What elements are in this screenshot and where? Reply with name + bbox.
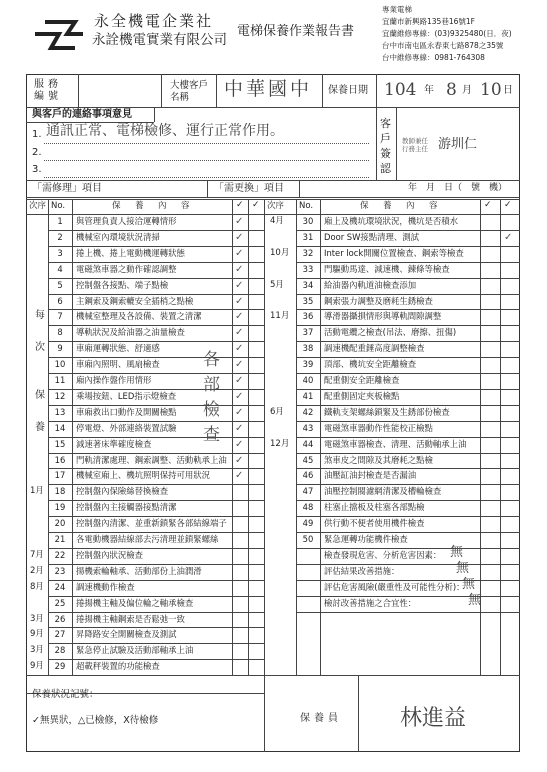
table-row-text: 配重側固定夾板檢點 <box>324 390 400 401</box>
table-row-number: 9 <box>57 343 63 354</box>
company-logo <box>31 14 87 52</box>
month-label: 10月 <box>270 247 290 258</box>
table-row-number: 18 <box>54 486 66 497</box>
table-row-number: 11 <box>54 375 66 385</box>
table-row-text: 柱塞止擋板及柱塞各部點檢 <box>324 502 425 513</box>
customer-label: 大樓客戶名稱 <box>170 80 209 103</box>
table-row-number: 31 <box>302 231 314 242</box>
staff-signature: 林進益 <box>400 706 467 731</box>
stamp-line-2: 行務主任 <box>402 145 428 153</box>
table-row-number: 46 <box>302 470 314 481</box>
table-row-number: 41 <box>302 390 314 401</box>
date-month-value: 8 <box>446 80 457 100</box>
check-mark: ✓ <box>235 406 244 418</box>
table-row-number: 22 <box>54 549 66 560</box>
table-row-text: 門驅動馬達、減速機、鍊條等檢查 <box>324 263 450 274</box>
table-row-number: 47 <box>302 486 314 497</box>
check-mark: ✓ <box>235 216 244 227</box>
table-row-text: 廂上及機坑環境狀況，機坑是否積水 <box>324 216 458 226</box>
month-label: 3月 <box>30 645 44 656</box>
table-row-text: 昇降路安全開關檢查及測試 <box>76 629 177 640</box>
table-row-text: 電磁煞車器動作性能校正檢點 <box>324 422 433 433</box>
table-row-number: 25 <box>54 597 66 608</box>
table-row-text: Door SW接點清理、測試 <box>324 231 420 242</box>
check-mark: ✓ <box>235 295 244 307</box>
month-label: 11月 <box>270 311 290 322</box>
check-mark: ✓ <box>235 279 244 291</box>
repair-items-label: 「需修理」項目 <box>32 183 102 194</box>
stamp-name: 游圳仁 <box>438 137 478 152</box>
check-mark: ✓ <box>235 390 244 402</box>
month-label: 3月 <box>30 613 44 624</box>
period-label: 養 <box>35 421 45 433</box>
table-row-number: 7 <box>57 311 63 322</box>
table-row-number: 50 <box>302 534 314 544</box>
table-row-text: 調速機動作檢查 <box>76 581 135 592</box>
stamp-line-1: 教師兼任 <box>402 137 428 145</box>
date-unit-line: 年 月 日（ 號 機） <box>408 183 508 193</box>
table-row-text: 超載秤裝置的功能檢查 <box>76 661 160 672</box>
check-mark: ✓ <box>235 438 244 450</box>
table-row-text: 捲揚機主軸及偏位輪之軸承檢查 <box>76 597 194 608</box>
risk-row-value: 無 <box>468 592 482 608</box>
table-row-text: 揚機索輪軸承、活動部份上油潤滑 <box>76 565 202 576</box>
phone-1: 宜蘭維修專線：(03)9325480(日．夜) <box>382 29 512 38</box>
period-label: 保 <box>35 389 45 401</box>
table-row-text: Inter lock開關位置檢查、鋼索等檢查 <box>324 247 464 258</box>
company-name-2: 永詮機電實業有限公司 <box>92 32 227 48</box>
table-row-text: 捲上機、捲上電動機運轉狀態 <box>76 247 185 258</box>
table-row-text: 控制盤內清潔、並重新鎖緊各部結線端子 <box>76 518 227 529</box>
table-row-number: 4 <box>57 263 63 274</box>
table-row-text: 控制盤內主接觸器接點清潔 <box>76 502 177 513</box>
risk-row-value: 無 <box>450 544 464 560</box>
check-mark: ✓ <box>235 343 244 355</box>
table-row-number: 26 <box>54 613 66 624</box>
table-row-text: 車廂運轉狀態、舒適感 <box>76 343 160 354</box>
note-3-label: 3. <box>32 164 42 175</box>
handwritten-vertical-note: 各部檢查 <box>199 350 219 450</box>
table-row-text: 頂部、機坑安全距離檢查 <box>324 359 417 370</box>
table-row-text: 機械室整理及各設備、裝置之清潔 <box>76 311 202 322</box>
table-row-text: 控制盤各接點、端子點檢 <box>76 279 169 290</box>
status-legend: ✓無異狀，△已檢修，X待檢修 <box>32 715 159 726</box>
table-row-number: 21 <box>54 534 66 544</box>
table-row-number: 14 <box>54 422 66 433</box>
table-row-text: 電磁煞車器檢查、清理、活動軸承上油 <box>324 438 467 449</box>
table-row-text: 主鋼索及鋼索轆安全插梢之點檢 <box>76 295 194 306</box>
table-row-text: 各電動機器結線部去污清理並鎖緊螺絲 <box>76 534 219 544</box>
date-label: 保養日期 <box>328 85 368 96</box>
table-row-text: 機械室廂上、機坑照明保持可用狀況 <box>76 470 210 481</box>
table-row-number: 33 <box>302 263 314 274</box>
header-seq-L: 次序 <box>29 201 47 211</box>
table-row-text: 油壓缸油封檢查是否漏油 <box>324 470 417 481</box>
table-row-number: 32 <box>302 247 314 258</box>
check-mark: ✓ <box>235 422 244 434</box>
table-row-text: 控制盤內狀況檢查 <box>76 549 143 560</box>
table-row-text: 煞車皮之間隙及其磨耗之點檢 <box>324 454 433 465</box>
check-mark: ✓ <box>504 231 513 243</box>
report-title: 電梯保養作業報告書 <box>237 24 355 39</box>
table-row-text: 電磁煞車器之動作確認調整 <box>76 263 177 274</box>
table-row-text: 緊急運轉功能機件檢查 <box>324 534 408 544</box>
table-row-number: 5 <box>57 279 63 290</box>
table-row-number: 27 <box>54 629 66 640</box>
month-label: 8月 <box>30 581 44 592</box>
table-row-text: 調速機配重錘高度調整檢查 <box>324 343 425 354</box>
table-row-number: 35 <box>302 295 314 306</box>
table-row-number: 37 <box>302 327 314 338</box>
dept-label: 專業電梯 <box>382 5 412 14</box>
table-row-text: 導軌狀況及給油器之油量檢查 <box>76 327 185 338</box>
month-label: 6月 <box>270 406 284 417</box>
check-mark: ✓ <box>235 311 244 323</box>
table-row-text: 機械室內環境狀況清掃 <box>76 231 160 242</box>
header-content-R: 保 養 內 容 <box>360 201 441 211</box>
company-name-1: 永全機電企業社 <box>94 12 214 30</box>
table-row-text: 鐵軌支架螺絲鎖緊及生銹部份檢查 <box>324 406 450 417</box>
table-row-number: 23 <box>54 565 66 576</box>
risk-row-text: 評估危害風險(嚴重性及可能性分析)： <box>324 581 465 592</box>
header-no-R: No. <box>299 201 314 211</box>
address-2: 台中市南屯區永春東七路878之35號 <box>382 41 504 50</box>
month-label: 5月 <box>270 279 284 290</box>
note-1-label: 1. <box>32 129 42 140</box>
table-row-text: 車廂內照明、風扇檢查 <box>76 359 160 370</box>
risk-row-text: 檢討改善措施之合宜性： <box>324 597 417 608</box>
status-legend-title: 保養狀況記號： <box>32 689 99 700</box>
table-row-text: 廂內操作盤作用情形 <box>76 375 152 385</box>
table-row-number: 2 <box>57 231 63 242</box>
table-row-number: 49 <box>302 518 314 529</box>
table-row-text: 減速著床準確度檢查 <box>76 438 152 449</box>
check-mark: ✓ <box>235 247 244 259</box>
month-label: 4月 <box>270 216 284 226</box>
table-row-number: 39 <box>302 359 314 370</box>
table-row-number: 10 <box>54 359 66 370</box>
risk-row-text: 評估結果改善措施： <box>324 565 400 576</box>
table-row-text: 車廂救出口動作及開關檢點 <box>76 406 177 417</box>
date-day-value: 10 <box>480 80 502 100</box>
month-label: 12月 <box>270 438 290 449</box>
month-label: 2月 <box>30 565 44 576</box>
table-row-text: 捲揚機主軸鋼索是否鬆弛一致 <box>76 613 185 624</box>
table-row-text: 門軌清潔處理、鋼索調整、活動軌承上油 <box>76 454 227 465</box>
table-row-number: 17 <box>54 470 66 481</box>
risk-row-value: 無 <box>462 576 476 592</box>
customer-sign-label: 客戶簽認 <box>380 117 391 175</box>
table-row-number: 8 <box>57 327 63 338</box>
risk-row-value: 無 <box>456 560 470 576</box>
month-label: 9月 <box>30 629 44 640</box>
table-row-number: 3 <box>57 247 63 258</box>
table-row-number: 16 <box>54 454 66 465</box>
table-row-number: 36 <box>302 311 314 322</box>
table-row-number: 45 <box>302 454 314 465</box>
period-label: 每 <box>35 310 45 322</box>
header-check-a-L: ✓ <box>236 200 244 210</box>
note-2-label: 2. <box>32 147 42 158</box>
table-row-number: 12 <box>54 390 66 401</box>
table-row-number: 13 <box>54 406 66 417</box>
table-row-number: 38 <box>302 343 314 354</box>
check-mark: ✓ <box>235 454 244 466</box>
table-row-text: 配重側安全距離檢查 <box>324 375 400 385</box>
table-row-number: 43 <box>302 422 314 433</box>
table-row-text: 鋼索張力調整及磨耗生銹檢查 <box>324 295 433 306</box>
check-mark: ✓ <box>235 359 244 371</box>
header-content-L: 保 養 內 容 <box>112 201 193 211</box>
service-no-label: 服務編號 <box>34 79 62 102</box>
month-label: 7月 <box>30 549 44 560</box>
header-check-b-R: ✓ <box>504 200 512 210</box>
month-unit: 月 <box>462 85 472 96</box>
table-row-number: 20 <box>54 518 66 529</box>
header-check-b-L: ✓ <box>252 200 260 210</box>
staff-label: 保養員 <box>300 713 342 724</box>
table-row-text: 活動電纜之檢查(吊法、磨擦、扭傷) <box>324 327 457 338</box>
header-check-a-R: ✓ <box>484 200 492 210</box>
month-label: 9月 <box>30 661 44 672</box>
replace-items-label: 「需更換」項目 <box>214 183 284 194</box>
date-year-value: 104 <box>384 80 417 100</box>
month-label: 1月 <box>30 486 44 497</box>
check-mark: ✓ <box>235 470 244 482</box>
check-mark: ✓ <box>235 327 244 339</box>
check-mark: ✓ <box>235 263 244 275</box>
table-row-number: 24 <box>54 581 66 592</box>
note-1-value: 通訊正常、電梯檢修、運行正常作用。 <box>46 123 284 139</box>
table-row-number: 34 <box>302 279 314 290</box>
table-row-number: 15 <box>54 438 66 449</box>
check-mark: ✓ <box>235 375 244 386</box>
table-row-number: 40 <box>302 375 314 385</box>
table-row-number: 29 <box>54 661 66 672</box>
table-row-number: 48 <box>302 502 314 513</box>
table-row-number: 19 <box>54 502 66 513</box>
customer-name-value: 中華國中 <box>224 78 313 100</box>
table-row-number: 44 <box>302 438 314 449</box>
table-row-number: 6 <box>57 295 63 306</box>
table-row-text: 與管理負責人接洽運轉情形 <box>76 216 177 226</box>
table-row-text: 停電燈、外部連絡裝置試驗 <box>76 422 177 433</box>
day-unit: 日 <box>503 85 513 96</box>
table-row-text: 油壓控制閥濾網清潔及槽輪檢查 <box>324 486 442 497</box>
year-unit: 年 <box>424 85 434 96</box>
table-row-number: 30 <box>302 216 314 226</box>
table-row-number: 1 <box>57 216 63 226</box>
phone-2: 台中維修專線：0981-764308 <box>382 53 485 62</box>
table-row-text: 給油器內軌道油檢查添加 <box>324 279 417 290</box>
risk-row-text: 檢查發現危害、分析危害因素： <box>324 549 442 560</box>
table-row-number: 42 <box>302 406 314 417</box>
table-row-text: 緊急停止試驗及活動部軸承上油 <box>76 645 194 656</box>
table-row-number: 28 <box>54 645 66 656</box>
check-mark: ✓ <box>235 231 244 243</box>
table-row-text: 供行動不便者使用機件檢查 <box>324 518 425 529</box>
table-row-text: 乘場按鈕、LED指示燈檢查 <box>76 390 177 401</box>
table-row-text: 控制盤內保險絲替換檢查 <box>76 486 169 497</box>
period-label: 次 <box>35 342 45 354</box>
table-row-text: 導滑器攝損情形與導軌間隙調整 <box>324 311 442 322</box>
notes-title: 與客戶的連絡事項意見 <box>32 109 132 120</box>
header-seq-R: 次序 <box>267 201 285 211</box>
header-no-L: No. <box>51 201 66 211</box>
address-1: 宜蘭市新興路135巷16號1F <box>382 17 475 26</box>
